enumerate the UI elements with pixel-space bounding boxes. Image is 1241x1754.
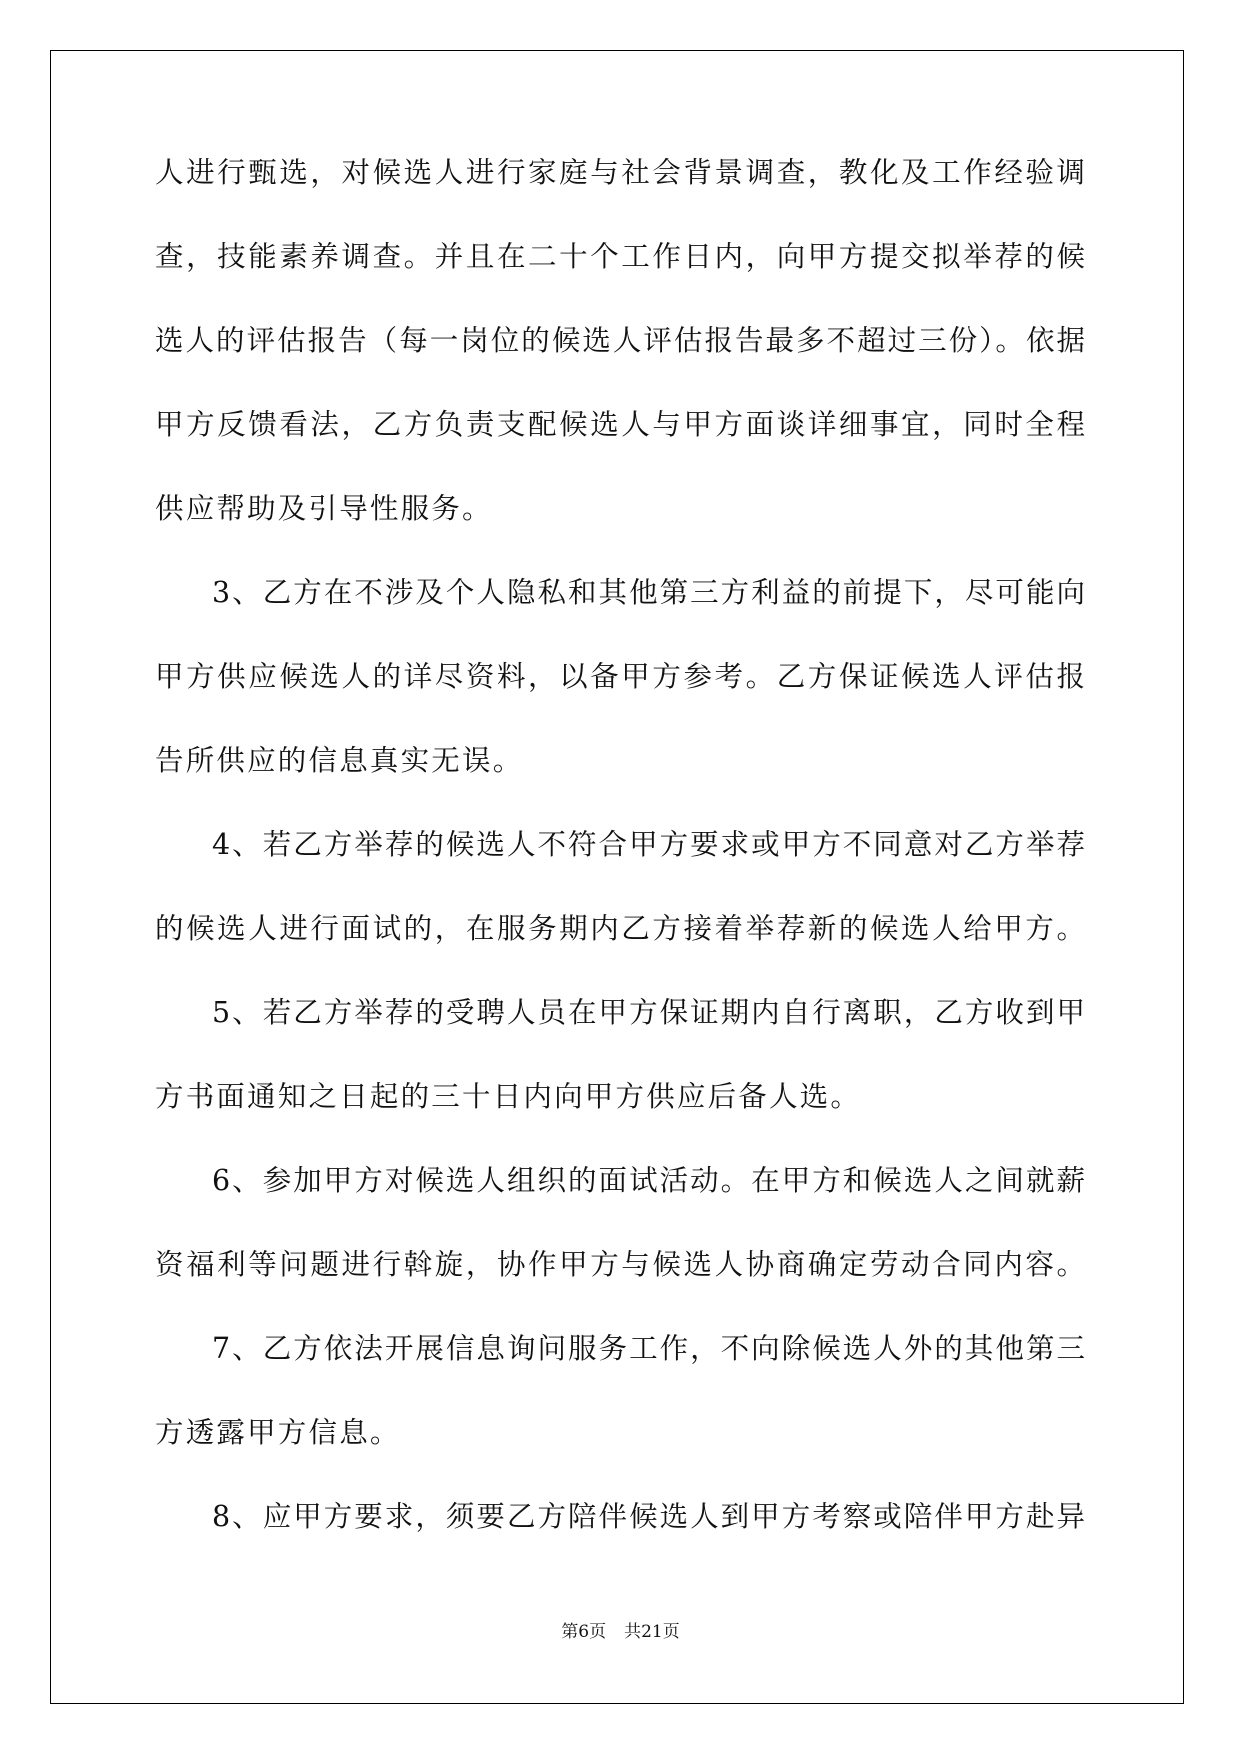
page-number: 第6页 (561, 1622, 607, 1642)
text-line: 的候选人进行面试的，在服务期内乙方接着举荐新的候选人给甲方。 (155, 912, 1085, 945)
text-line: 告所供应的信息真实无误。 (155, 744, 524, 777)
text-line: 人进行甄选，对候选人进行家庭与社会背景调查，教化及工作经验调 (155, 156, 1085, 189)
text-line: 方透露甲方信息。 (155, 1416, 401, 1449)
text-line: 4、若乙方举荐的候选人不符合甲方要求或甲方不同意对乙方举荐 (212, 828, 1085, 861)
text-line: 供应帮助及引导性服务。 (155, 492, 493, 525)
text-line: 查，技能素养调查。并且在二十个工作日内，向甲方提交拟举荐的候 (155, 240, 1085, 273)
text-line: 选人的评估报告（每一岗位的候选人评估报告最多不超过三份）。依据 (155, 324, 1085, 357)
text-line: 甲方供应候选人的详尽资料，以备甲方参考。乙方保证候选人评估报 (155, 660, 1085, 693)
total-pages: 共21页 (624, 1622, 680, 1642)
text-line: 资福利等问题进行斡旋，协作甲方与候选人协商确定劳动合同内容。 (155, 1248, 1085, 1281)
text-line: 甲方反馈看法，乙方负责支配候选人与甲方面谈详细事宜，同时全程 (155, 408, 1085, 441)
text-line: 5、若乙方举荐的受聘人员在甲方保证期内自行离职，乙方收到甲 (212, 996, 1085, 1029)
page-footer (0, 1617, 1241, 1642)
document-body (155, 158, 1085, 1586)
text-line: 8、应甲方要求，须要乙方陪伴候选人到甲方考察或陪伴甲方赴异 (212, 1500, 1085, 1533)
text-line: 3、乙方在不涉及个人隐私和其他第三方利益的前提下，尽可能向 (212, 576, 1085, 609)
text-line: 6、参加甲方对候选人组织的面试活动。在甲方和候选人之间就薪 (212, 1164, 1085, 1197)
text-line: 方书面通知之日起的三十日内向甲方供应后备人选。 (155, 1080, 862, 1113)
text-line: 7、乙方依法开展信息询问服务工作，不向除候选人外的其他第三 (212, 1332, 1085, 1365)
